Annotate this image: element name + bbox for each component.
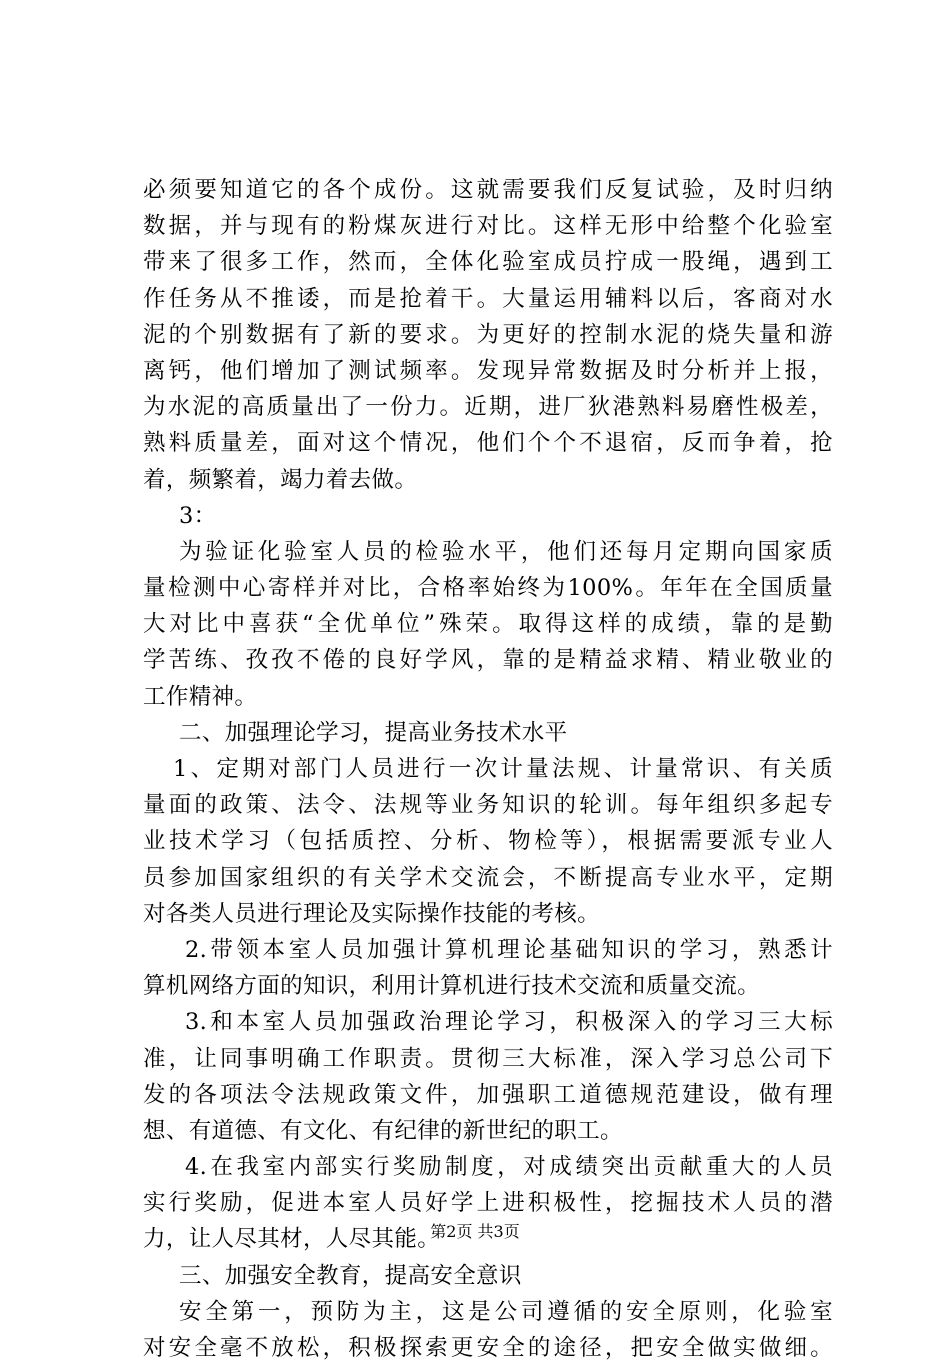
paragraph-line: 泥的个别数据有了新的要求。为更好的控制水泥的烧失量和游 xyxy=(143,321,833,348)
paragraph-line: 员参加国家组织的有关学术交流会，不断提高专业水平，定期 xyxy=(143,864,833,891)
paragraph-line: 力，让人尽其材，人尽其能。 xyxy=(143,1226,441,1253)
paragraph-line: 发的各项法令法规政策文件，加强职工道德规范建设，做有理 xyxy=(143,1081,833,1108)
paragraph-line: 4.在我室内部实行奖励制度，对成绩突出贡献重大的人员 xyxy=(185,1154,833,1181)
paragraph-line: 业技术学习（包括质控、分析、物检等），根据需要派专业人 xyxy=(143,828,833,855)
paragraph-line: 量检测中心寄样并对比，合格率始终为100%。年年在全国质量 xyxy=(143,575,833,602)
paragraph-line: 为验证化验室人员的检验水平，他们还每月定期向国家质 xyxy=(179,538,833,565)
paragraph-line: 对各类人员进行理论及实际操作技能的考核。 xyxy=(143,900,601,927)
paragraph-line: 2.带领本室人员加强计算机理论基础知识的学习，熟悉计 xyxy=(185,936,833,963)
paragraph-line: 离钙，他们增加了测试频率。发现异常数据及时分析并上报， xyxy=(143,357,833,384)
section-heading: 二、加强理论学习，提高业务技术水平 xyxy=(179,719,568,746)
paragraph-line: 想、有道德、有文化、有纪律的新世纪的职工。 xyxy=(143,1117,623,1144)
paragraph-line: 作任务从不推诿，而是抢着干。大量运用辅料以后，客商对水 xyxy=(143,285,833,312)
paragraph-line: 量面的政策、法令、法规等业务知识的轮训。每年组织多起专 xyxy=(143,792,833,819)
paragraph-line: 数据，并与现有的粉煤灰进行对比。这样无形中给整个化验室 xyxy=(143,213,833,240)
paragraph-line: 3.和本室人员加强政治理论学习，积极深入的学习三大标 xyxy=(185,1009,833,1036)
paragraph-line: 大对比中喜获“全优单位”殊荣。取得这样的成绩，靠的是勤 xyxy=(143,611,833,638)
paragraph-line: 学苦练、孜孜不倦的良好学风，靠的是精益求精、精业敬业的 xyxy=(143,647,833,674)
paragraph-line: 着，频繁着，竭力着去做。 xyxy=(143,466,418,493)
paragraph-line: 安全第一，预防为主，这是公司遵循的安全原则，化验室 xyxy=(179,1298,833,1325)
paragraph-line: 必须要知道它的各个成份。这就需要我们反复试验，及时归纳 xyxy=(143,177,833,203)
paragraph-line: 为水泥的高质量出了一份力。近期，进厂狄港熟料易磨性极差， xyxy=(143,394,833,421)
paragraph-line: 1、定期对部门人员进行一次计量法规、计量常识、有关质 xyxy=(173,756,833,782)
section-heading: 三、加强安全教育，提高安全意识 xyxy=(179,1262,522,1289)
paragraph-line: 带来了很多工作，然而，全体化验室成员拧成一股绳，遇到工 xyxy=(143,249,833,276)
paragraph-line: 准，让同事明确工作职责。贯彻三大标准，深入学习总公司下 xyxy=(143,1045,833,1072)
section-number: 3： xyxy=(179,502,217,529)
document-body xyxy=(143,172,833,1366)
paragraph-line: 工作精神。 xyxy=(143,683,258,710)
page-number-footer: 第2页 共3页 xyxy=(430,1222,520,1241)
paragraph-line: 对安全毫不放松，积极探索更安全的途径，把安全做实做细。 xyxy=(143,1335,833,1361)
paragraph-line: 算机网络方面的知识，利用计算机进行技术交流和质量交流。 xyxy=(143,973,760,1000)
paragraph-line: 熟料质量差，面对这个情况，他们个个不退宿，反而争着，抢 xyxy=(143,430,833,457)
paragraph-line: 实行奖励，促进本室人员好学上进积极性，挖掘技术人员的潜 xyxy=(143,1190,833,1217)
